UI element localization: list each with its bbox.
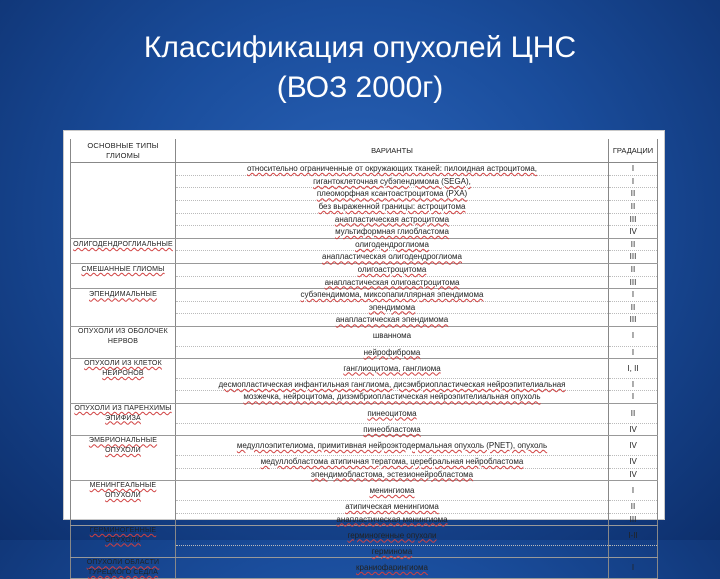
variant-cell-text: атипическая менингиома: [345, 501, 439, 511]
table-row: [71, 314, 658, 327]
group-cell: [71, 213, 176, 226]
variant-cell: [176, 314, 609, 327]
group-cell: [71, 468, 176, 481]
grade-cell-text: II: [630, 501, 636, 511]
table-row: [71, 404, 658, 424]
grade-cell-text: III: [629, 252, 637, 262]
variant-cell: [176, 545, 609, 558]
grade-cell: [609, 276, 658, 289]
grade-cell: [609, 378, 658, 391]
variant-cell-text: менингиома: [369, 485, 415, 495]
variant-cell-text: пинеобластома: [363, 424, 421, 434]
classification-table: [70, 139, 658, 579]
grade-cell: [609, 346, 658, 359]
variant-cell: [176, 226, 609, 239]
variant-cell: [176, 526, 609, 546]
variant-cell-text: анапластическая менингиома: [336, 514, 448, 524]
group-cell: [71, 301, 176, 314]
grade-cell: [609, 359, 658, 379]
slide-title: [0, 28, 720, 108]
variant-cell: [176, 558, 609, 578]
grade-cell-text: II: [630, 189, 636, 199]
group-cell-text: ЭМБРИОНАЛЬНЫЕ ОПУХОЛИ: [88, 437, 158, 454]
variant-cell-text: эпендимобластома, эстезионейробластома: [310, 469, 474, 479]
variant-cell: [176, 513, 609, 526]
variant-cell: [176, 276, 609, 289]
group-cell: [71, 378, 176, 391]
variant-cell-text: анапластическая олигодендроглиома: [322, 252, 462, 262]
grade-cell: [609, 468, 658, 481]
variant-cell-text: субэпендимома, миксопапиллярная эпендимома: [300, 290, 484, 300]
variant-cell-text: эпендимома: [368, 302, 416, 312]
grade-cell-text: I: [631, 392, 635, 402]
grade-cell-text: I: [631, 563, 635, 573]
variant-cell-text: медуллоэпителиома, примитивная нейроэктодермальная опухоль (PNET), опухоль: [236, 440, 548, 450]
grade-cell-text: III: [629, 514, 637, 524]
grade-cell-text: I: [631, 290, 635, 300]
grade-cell: [609, 226, 658, 239]
grade-cell: [609, 436, 658, 456]
group-cell-text: ОПУХОЛИ ИЗ ПАРЕНХИМЫ ЭПИФИЗА: [74, 405, 172, 422]
variant-cell: [176, 200, 609, 213]
table-row: [71, 378, 658, 391]
grade-cell: [609, 513, 658, 526]
table-row: [71, 423, 658, 436]
header-grade: ГРАДАЦИИ: [609, 139, 658, 163]
group-cell: [71, 456, 176, 469]
variant-cell-text: шваннома: [372, 331, 412, 341]
variant-cell: [176, 213, 609, 226]
table-row: [71, 163, 658, 176]
table-row: [71, 289, 658, 302]
table-row: [71, 500, 658, 513]
group-cell: [71, 513, 176, 526]
grade-cell-text: IV: [629, 457, 637, 467]
group-cell-text: ОПУХОЛИ ОБЛАСТИ ТУРЕЦКОГО СЕДЛА: [86, 559, 160, 576]
group-cell-text: ГЕРМИНОГЕННЫЕ ОПУХОЛИ: [89, 527, 157, 544]
group-cell: [71, 500, 176, 513]
variant-cell-text: анапластическая эпендимома: [335, 315, 449, 325]
grade-cell-text: II: [630, 302, 636, 312]
variant-cell-text: анапластическая астроцитома: [334, 214, 450, 224]
table-row: [71, 391, 658, 404]
group-cell: [71, 436, 176, 456]
table-row: [71, 251, 658, 264]
grade-cell: [609, 200, 658, 213]
grade-cell: [609, 391, 658, 404]
grade-cell: [609, 289, 658, 302]
group-cell: [71, 226, 176, 239]
grade-cell-text: II: [630, 201, 636, 211]
grade-cell-text: II: [630, 264, 636, 274]
variant-cell: [176, 289, 609, 302]
variant-cell-text: относительно ограниченные от окружающих тканей: пилоидная астроцитома,: [246, 164, 537, 174]
grade-cell: [609, 481, 658, 501]
grade-cell: [609, 301, 658, 314]
table-row: [71, 301, 658, 314]
table-row: [71, 468, 658, 481]
variant-cell-text: мозжечка, нейроцитома, дизэмбриопластическая нейроэпителиальная опухоль: [243, 392, 541, 402]
grade-cell-text: I: [631, 176, 635, 186]
group-cell: [71, 251, 176, 264]
grade-cell-text: II: [630, 239, 636, 249]
grade-cell-text: I: [631, 379, 635, 389]
grade-cell-text: IV: [629, 227, 637, 237]
table-row: [71, 346, 658, 359]
grade-cell-text: II: [630, 408, 636, 418]
group-cell: [71, 545, 176, 558]
table-row: [71, 200, 658, 213]
table-row: [71, 436, 658, 456]
grade-cell: [609, 456, 658, 469]
variant-cell: [176, 468, 609, 481]
variant-cell-text: герминома: [371, 546, 413, 556]
group-cell-text: ОПУХОЛИ ИЗ ОБОЛОЧЕК НЕРВОВ: [78, 327, 168, 345]
group-cell: [71, 423, 176, 436]
grade-cell: [609, 263, 658, 276]
variant-cell-text: плеоморфная ксантоастроцитома (PXA): [316, 189, 468, 199]
table-row: [71, 481, 658, 501]
variant-cell: [176, 423, 609, 436]
variant-cell: [176, 301, 609, 314]
variant-cell: [176, 238, 609, 251]
group-cell-text: СМЕШАННЫЕ ГЛИОМЫ: [81, 266, 165, 274]
classification-table-image: [63, 130, 665, 576]
variant-cell: [176, 188, 609, 201]
grade-cell-text: I: [631, 331, 635, 341]
variant-cell-text: нейрофиброма: [363, 347, 421, 357]
variant-cell: [176, 163, 609, 176]
header-variant: ВАРИАНТЫ: [176, 139, 609, 163]
grade-cell: [609, 251, 658, 264]
group-cell: [71, 289, 176, 302]
variant-cell-text: олигоастроцитома: [357, 264, 427, 274]
group-cell: [71, 526, 176, 546]
variant-cell-text: без выраженной границы: астроцитома: [318, 201, 466, 211]
table-row: [71, 545, 658, 558]
variant-cell-text: медуллобластома атипичная тератома, церебральная нейробластома: [260, 457, 524, 467]
variant-cell: [176, 481, 609, 501]
table-row: [71, 276, 658, 289]
variant-cell: [176, 263, 609, 276]
variant-cell-text: гигантоклеточная субэпендимома (SEGA),: [313, 176, 471, 186]
grade-cell-text: I: [631, 347, 635, 357]
grade-cell-text: IV: [629, 440, 637, 450]
grade-cell: [609, 545, 658, 558]
grade-cell: [609, 326, 658, 346]
grade-cell: [609, 188, 658, 201]
group-cell: [71, 276, 176, 289]
variant-cell: [176, 456, 609, 469]
table-header: [71, 139, 658, 163]
grade-cell: [609, 213, 658, 226]
table-row: [71, 226, 658, 239]
variant-cell: [176, 500, 609, 513]
variant-cell-text: герминогенные опухоли: [347, 530, 437, 540]
group-cell: [71, 359, 176, 379]
table-row: [71, 175, 658, 188]
grade-cell-text: IV: [629, 424, 637, 434]
group-cell: [71, 163, 176, 176]
header-group: ОСНОВНЫЕ ТИПЫ ГЛИОМЫ: [71, 139, 176, 163]
group-cell: [71, 481, 176, 501]
grade-cell: [609, 500, 658, 513]
table-row: [71, 238, 658, 251]
variant-cell-text: анапластическая олигоастроцитома: [324, 277, 460, 287]
table-row: [71, 526, 658, 546]
slide-title-line2: (ВОЗ 2000г): [276, 71, 444, 104]
grade-cell-text: III: [629, 277, 637, 287]
grade-cell-text: I, II: [627, 363, 639, 373]
variant-cell-text: ганглиоцитома, ганглиома: [343, 363, 441, 373]
variant-cell: [176, 346, 609, 359]
group-cell: [71, 175, 176, 188]
group-cell-text: ЭПЕНДИМАЛЬНЫЕ: [89, 291, 157, 299]
grade-cell: [609, 558, 658, 578]
variant-cell: [176, 359, 609, 379]
grade-cell: [609, 175, 658, 188]
group-cell: [71, 263, 176, 276]
table-row: [71, 558, 658, 578]
variant-cell: [176, 404, 609, 424]
group-cell: [71, 346, 176, 359]
grade-cell-text: I: [631, 164, 635, 174]
group-cell: [71, 314, 176, 327]
variant-cell: [176, 391, 609, 404]
group-cell-text: ОПУХОЛИ ИЗ КЛЕТОК НЕЙРОНОВ: [84, 360, 162, 377]
grade-cell-text: IV: [629, 469, 637, 479]
group-cell: [71, 404, 176, 424]
group-cell-text: ОЛИГОДЕНДРОГЛИАЛЬНЫЕ: [73, 241, 173, 248]
variant-cell-text: пинеоцитома: [367, 408, 417, 418]
group-cell: [71, 238, 176, 251]
grade-cell: [609, 404, 658, 424]
variant-cell: [176, 251, 609, 264]
table-row: [71, 263, 658, 276]
table-row: [71, 456, 658, 469]
group-cell-text: МЕНИНГЕАЛЬНЫЕ ОПУХОЛИ: [89, 482, 157, 499]
grade-cell: [609, 314, 658, 327]
variant-cell: [176, 326, 609, 346]
table-row: [71, 188, 658, 201]
grade-cell-text: III: [629, 315, 637, 325]
grade-cell-text: I: [631, 485, 635, 495]
group-cell: [71, 200, 176, 213]
variant-cell-text: краниофарингиома: [356, 563, 428, 573]
grade-cell: [609, 423, 658, 436]
group-cell: [71, 391, 176, 404]
group-cell: [71, 558, 176, 578]
grade-cell-text: III: [629, 214, 637, 224]
grade-cell: [609, 163, 658, 176]
group-cell: [71, 188, 176, 201]
variant-cell: [176, 378, 609, 391]
variant-cell-text: олигодендроглиома: [355, 239, 429, 249]
table-row: [71, 359, 658, 379]
table-body: [71, 163, 658, 578]
grade-cell: [609, 526, 658, 546]
grade-cell-text: I-II: [628, 530, 638, 540]
table-row: [71, 513, 658, 526]
variant-cell: [176, 436, 609, 456]
group-cell: [71, 326, 176, 346]
table-row: [71, 326, 658, 346]
table-row: [71, 213, 658, 226]
slide-title-line1: Классификация опухолей ЦНС: [143, 31, 577, 64]
variant-cell-text: десмопластическая инфантильная ганглиома, дисэмбриопластическая нейроэпителиальная: [218, 379, 566, 389]
variant-cell-text: мультиформная глиобластома: [335, 227, 449, 237]
variant-cell: [176, 175, 609, 188]
grade-cell: [609, 238, 658, 251]
